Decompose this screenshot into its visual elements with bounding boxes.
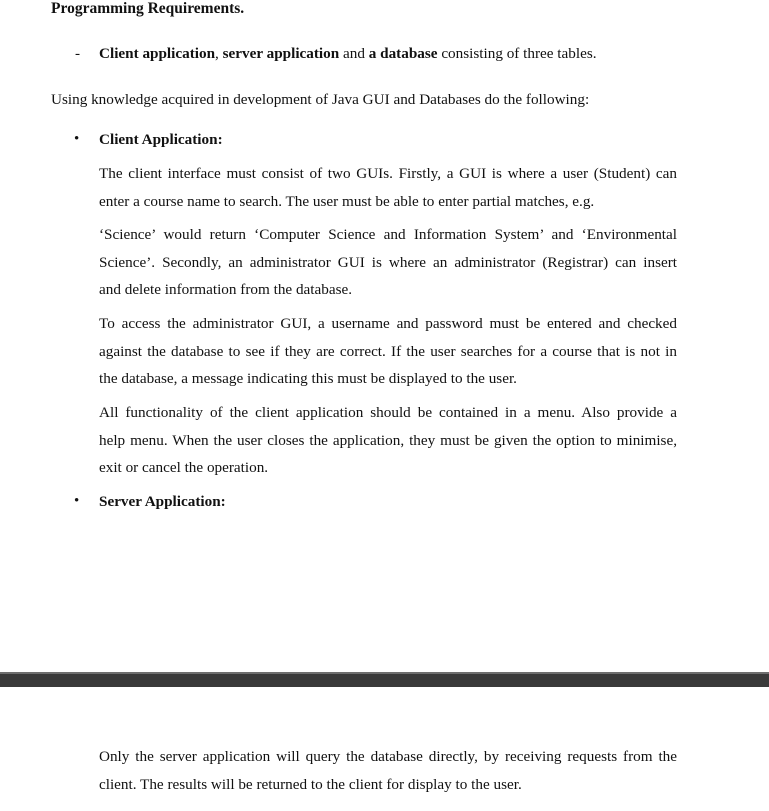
text-line: To access the administrator GUI, a username and password must be entered and checked bbox=[99, 315, 677, 332]
bullet-client: • bbox=[74, 131, 80, 147]
requirement-server-app: server application bbox=[222, 45, 340, 62]
requirement-database: a database bbox=[368, 45, 438, 62]
text-line: The client interface must consist of two GUIs. Firstly, a GUI is where a user (Student) can bbox=[99, 165, 677, 182]
client-paragraph-1 bbox=[99, 160, 677, 215]
text-line: help menu. When the user closes the application, they must be given the option to minimise, bbox=[99, 431, 677, 449]
requirement-line bbox=[99, 45, 597, 63]
text-line: Only the server application will query the database directly, by receiving requests from the bbox=[99, 748, 677, 765]
client-application-title: Client Application: bbox=[99, 131, 223, 148]
requirement-client-app: Client application bbox=[99, 45, 216, 62]
text-line: and delete information from the database. bbox=[99, 281, 353, 298]
text-line: against the database to see if they are correct. If the user searches for a course that is not in bbox=[99, 342, 677, 360]
intro-text: Using knowledge acquired in development of Java GUI and Databases do the following: bbox=[51, 91, 590, 108]
bullet-server: • bbox=[74, 493, 80, 509]
text-line: enter a course name to search. The user must be able to enter partial matches, e.g. bbox=[99, 192, 595, 210]
text-line: the database, a message indicating this must be displayed to the user. bbox=[99, 370, 517, 387]
text-line: All functionality of the client application should be contained in a menu. Also provide a bbox=[99, 404, 677, 421]
list-dash: - bbox=[75, 45, 81, 62]
text-line: client. The results will be returned to the client for display to the user. bbox=[99, 775, 522, 793]
server-application-title: Server Application: bbox=[99, 493, 226, 510]
text-line: Science’. Secondly, an administrator GUI is where an administrator (Registrar) can insert bbox=[99, 253, 677, 271]
section-heading: Programming Requirements. bbox=[51, 0, 245, 17]
page-break-divider bbox=[0, 672, 769, 687]
text-line: exit or cancel the operation. bbox=[99, 459, 269, 476]
requirement-sep-2: and bbox=[339, 45, 369, 62]
client-paragraph-4 bbox=[99, 399, 677, 482]
server-paragraph-1 bbox=[99, 743, 677, 798]
client-paragraph-2 bbox=[99, 221, 677, 304]
client-paragraph-3 bbox=[99, 310, 677, 393]
requirement-sep-1: , bbox=[215, 45, 223, 62]
text-line: ‘Science’ would return ‘Computer Science and Information System’ and ‘Environmental bbox=[99, 226, 677, 243]
requirement-tail: consisting of three tables. bbox=[437, 45, 597, 62]
